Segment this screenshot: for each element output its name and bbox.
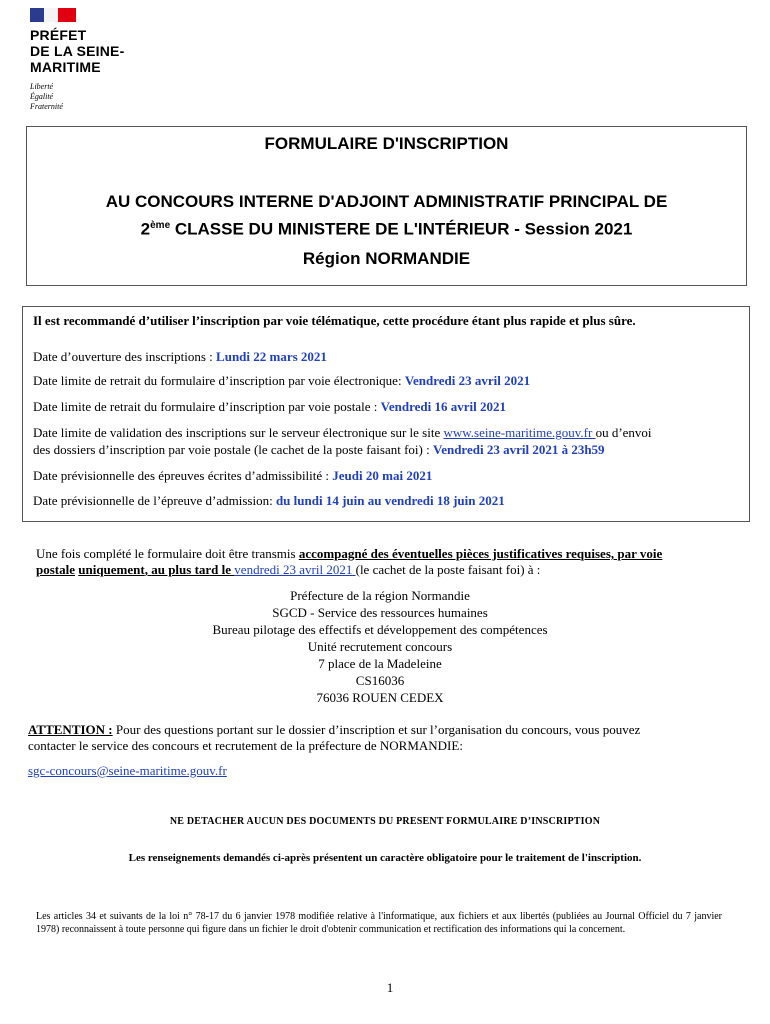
opening-label: Date d’ouverture des inscriptions : xyxy=(33,349,217,364)
written-exam-line xyxy=(33,468,739,484)
postal-deadline-line xyxy=(33,399,739,415)
flag-white-stripe xyxy=(44,8,58,22)
transmit-requirement: accompagné des éventuelles pièces justificatives requises, par voie xyxy=(298,546,663,561)
form-title: FORMULAIRE D'INSCRIPTION xyxy=(264,134,509,153)
oral-exam-date: du lundi 14 juin au vendredi 18 juin 2021 xyxy=(275,493,505,508)
address-line: CS16036 xyxy=(355,673,405,688)
electronic-date: Vendredi 23 avril 2021 xyxy=(404,373,531,388)
attention-text-2: contacter le service des concours et recrutement de la préfecture de NORMANDIE: xyxy=(28,738,463,753)
prefecture-website-link[interactable]: www.seine-maritime.gouv.fr xyxy=(443,425,596,440)
validation-label-c: des dossiers d’inscription par voie postale (le cachet de la poste faisant foi) : xyxy=(33,442,433,457)
attention-text: Pour des questions portant sur le dossier d’inscription et sur l’organisation du concours, vous pouvez xyxy=(112,722,641,737)
transmit-deadline-date: vendredi 23 avril 2021 xyxy=(234,562,356,577)
subtitle-line: AU CONCOURS INTERNE D'ADJOINT ADMINISTRATIF PRINCIPAL DE xyxy=(105,192,668,211)
motto-line: Liberté xyxy=(30,82,54,91)
transmit-postal: postale xyxy=(36,562,75,577)
transmission-paragraph xyxy=(36,546,746,578)
oral-exam-label: Date prévisionnelle de l’épreuve d’admission: xyxy=(33,493,276,508)
electronic-label: Date limite de retrait du formulaire d’inscription par voie électronique: xyxy=(33,373,405,388)
logo-line: MARITIME xyxy=(30,59,101,75)
detach-warning: NE DETACHER AUCUN DES DOCUMENTS DU PRESENT FORMULAIRE D’INSCRIPTION xyxy=(169,816,601,827)
recommendation-text: Il est recommandé d’utiliser l’inscription par voie télématique, cette procédure étant plus rapide et plus sûre. xyxy=(33,313,636,328)
validation-label: Date limite de validation des inscriptions sur le serveur électronique sur le site xyxy=(33,425,444,440)
transmit-comma: , xyxy=(144,562,152,577)
address-line: Bureau pilotage des effectifs et développement des compétences xyxy=(212,622,548,637)
page-number: 1 xyxy=(386,980,394,995)
grade-suffix: ème xyxy=(150,220,171,231)
transmit-postmark: (le cachet de la poste faisant foi) à : xyxy=(355,562,541,577)
mandatory-notice: Les renseignements demandés ci-après présentent un caractère obligatoire pour le traitement de l'inscription. xyxy=(128,852,642,864)
electronic-deadline-line xyxy=(33,373,739,389)
address-line: 7 place de la Madeleine xyxy=(318,656,442,671)
republic-motto xyxy=(30,82,63,112)
flag-red-stripe xyxy=(58,8,76,22)
validation-date: Vendredi 23 avril 2021 à 23h59 xyxy=(433,442,605,457)
opening-date-line xyxy=(33,349,739,365)
flag-blue-stripe xyxy=(30,8,44,22)
address-line: Préfecture de la région Normandie xyxy=(290,588,470,603)
motto-line: Égalité xyxy=(30,92,54,101)
form-subtitle xyxy=(27,190,746,242)
validation-label-b: ou d’envoi xyxy=(595,425,652,440)
prefecture-logo-text xyxy=(30,27,124,75)
region-title: Région NORMANDIE xyxy=(302,249,471,268)
form-title-box xyxy=(26,126,747,286)
written-exam-date: Jeudi 20 mai 2021 xyxy=(332,468,433,483)
address-line: Unité recrutement concours xyxy=(307,639,453,654)
legal-notice: Les articles 34 et suivants de la loi n° 78-17 du 6 janvier 1978 modifiée relative à l'informatique, aux fichiers et aux libertés (publiées au Journal Officiel du 7 janvier 1978) reconnaissent à toute personne qui figure dans un fichier le droit d'obtenir communication et rectification des informations qui la concernent. xyxy=(36,911,722,935)
address-line: 76036 ROUEN CEDEX xyxy=(316,690,444,705)
transmit-only: uniquement xyxy=(78,562,145,577)
transmit-deadline-label: au plus tard le xyxy=(151,562,235,577)
postal-label: Date limite de retrait du formulaire d’inscription par voie postale : xyxy=(33,399,381,414)
subtitle-line xyxy=(27,214,746,242)
logo-line: PRÉFET xyxy=(30,27,87,43)
logo-line: DE LA SEINE- xyxy=(30,43,125,59)
grade-number: 2 xyxy=(140,219,151,239)
opening-date: Lundi 22 mars 2021 xyxy=(216,349,327,364)
written-exam-label: Date prévisionnelle des épreuves écrites d’admissibilité : xyxy=(33,468,333,483)
attention-paragraph xyxy=(28,722,748,754)
subtitle-rest: CLASSE DU MINISTERE DE L'INTÉRIEUR - Session 2021 xyxy=(170,219,633,239)
postal-address xyxy=(160,587,600,706)
dates-info-box xyxy=(22,306,750,522)
oral-exam-line xyxy=(33,493,739,509)
validation-deadline-line xyxy=(33,424,739,458)
transmit-text: Une fois complété le formulaire doit être transmis xyxy=(36,546,299,561)
address-line: SGCD - Service des ressources humaines xyxy=(272,605,488,620)
attention-label: ATTENTION : xyxy=(28,722,113,737)
postal-date: Vendredi 16 avril 2021 xyxy=(380,399,506,414)
motto-line: Fraternité xyxy=(30,102,63,111)
contact-email-link[interactable]: sgc-concours@seine-maritime.gouv.fr xyxy=(28,763,227,778)
